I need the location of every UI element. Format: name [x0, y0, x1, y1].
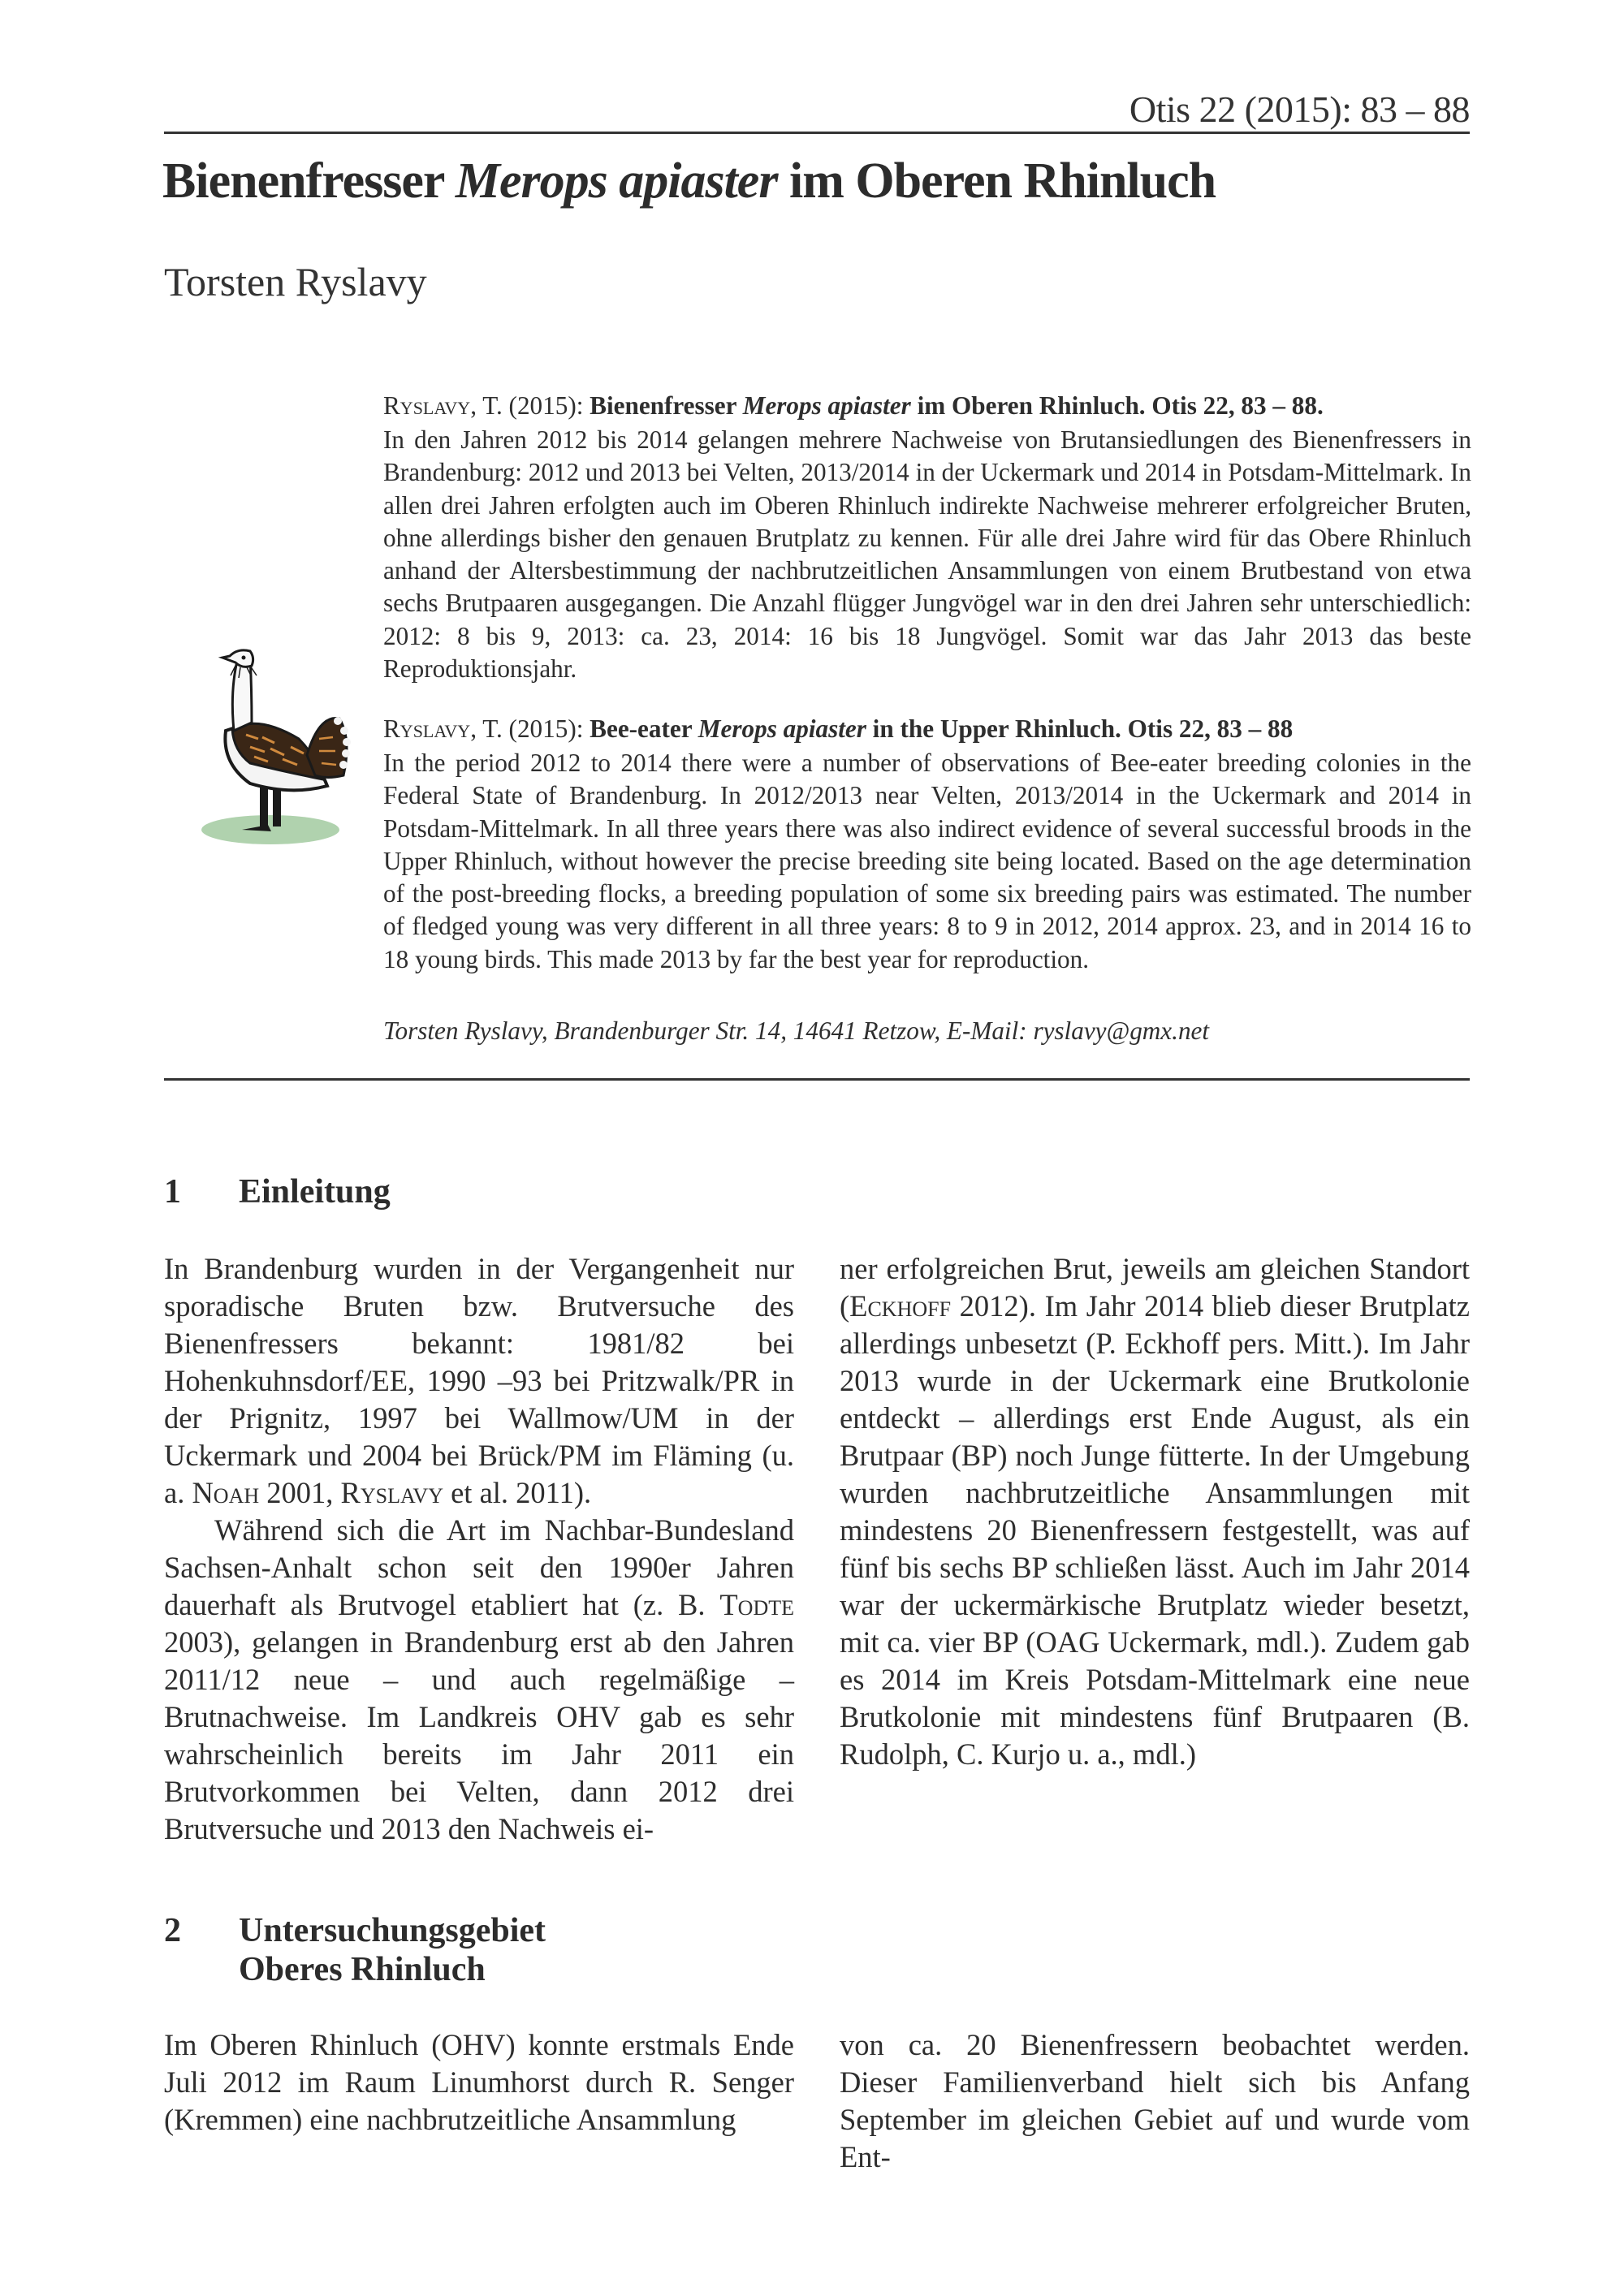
citation-prefix: , T. (2015): [470, 714, 590, 743]
citation-author: Noah [192, 1476, 260, 1509]
text-run: Während sich die Art im Nachbar-Bundesland Sachsen-Anhalt schon seit den 1990er Jahren dauerhaft als Brutvogel etabliert hat (z. B. [164, 1513, 794, 1621]
author-address: Torsten Ryslavy, Brandenburger Str. 14, 14641 Retzow, E-Mail: ryslavy@gmx.net [383, 1016, 1210, 1045]
journal-reference: Otis 22 (2015): 83 – 88 [1129, 88, 1470, 130]
section-2-left-column [164, 2026, 794, 2138]
great-bustard-icon [193, 633, 356, 861]
section-2-right-column [840, 2026, 1470, 2176]
text-run: et al. 2011). [443, 1476, 592, 1509]
header-rule [164, 132, 1470, 134]
text-run: 2001, [259, 1476, 341, 1509]
paragraph: von ca. 20 Bienenfressern beobachtet werden. Dieser Familienverband hielt sich bis Anfang September im gleichen Gebiet auf und wurde vom Ent- [840, 2028, 1470, 2173]
citation-title-1: Bienenfresser [590, 391, 743, 420]
abstract-german [383, 424, 1471, 685]
citation-title-2: in the Upper Rhinluch. Otis 22, 83 – 88 [866, 714, 1294, 743]
section-number: 1 [164, 1173, 181, 1211]
citation-title-1: Bee-eater [590, 714, 698, 743]
abstract-german-text: In den Jahren 2012 bis 2014 gelangen mehrere Nachweise von Brutansiedlungen des Bienenfressers in Brandenburg: 2012 und 2013 bei Velten, 2013/2014 in der Uckermark und 2014 in Potsdam-Mittelmark. In allen drei Jahren erfolgten auch im Oberen Rhinluch indirekte Nachweise mehrerer erfolgreicher Bruten, ohne allerdings bisher den genauen Brutplatz zu kennen. Für alle drei Jahre wird für das Obere Rhinluch anhand der Altersbestimmung der nachbrutzeitlichen Ansammlungen von einem Brutbestand von etwa sechs Brutpaaren ausgegangen. Die Anzahl flügger Jungvögel war in den drei Jahren sehr unterschiedlich: 2012: 8 bis 9, 2013: ca. 23, 2014: 16 bis 18 Jungvögel. Somit war das Jahr 2013 das beste Reproduktionsjahr. [383, 425, 1471, 684]
section-title-line-1: Untersuchungsgebiet [239, 1912, 546, 1949]
section-title-line-2: Oberes Rhinluch [239, 1951, 486, 1988]
citation-species: Merops apiaster [742, 391, 911, 420]
abstract-english [383, 747, 1471, 976]
title-species: Merops apiaster [455, 153, 778, 209]
section-heading-1 [164, 1172, 391, 1211]
section-title: Einleitung [239, 1173, 391, 1211]
title-part-2: im Oberen Rhinluch [777, 153, 1216, 209]
text-run: 2003), gelangen in Brandenburg erst ab den Jahren 2011/12 neue – und auch regelmäßige – Brutnachweise. Im Landkreis OHV gab es sehr wahrscheinlich bereits im Jahr 2011 ein Brutvorkommen bei Velten, dann 2012 drei Brutversuche und 2013 den Nachweis ei- [164, 1625, 794, 1845]
citation-author: Ryslavy [383, 714, 471, 743]
paragraph [840, 1250, 1470, 1773]
article-author: Torsten Ryslavy [164, 259, 427, 304]
text-run: In Brandenburg wurden in der Vergangenheit nur sporadische Bruten bzw. Brutversuche des Bienenfressers bekannt: 1981/82 bei Hohenkuhnsdorf/EE, 1990 –93 bei Pritzwalk/PR in der Prignitz, 1997 bei Wallmow/UM in der Uckermark und 2004 bei Brück/PM im Fläming (u. a. [164, 1252, 794, 1509]
citation-prefix: , T. (2015): [470, 391, 590, 420]
section-1-left-column [164, 1250, 794, 1848]
citation-species: Merops apiaster [698, 714, 866, 743]
abstract-english-text: In the period 2012 to 2014 there were a number of observations of Bee-eater breeding colonies in the Federal State of Brandenburg. In 2012/2013 near Velten, 2013/2014 in the Uckermark and 2014 in Potsdam-Mittelmark. In all three years there was also indirect evidence of several successful broods in the Upper Rhinluch, without however the precise breeding site being located. Based on the age determination of the post-breeding flocks, a breeding population of some six breeding pairs was estimated. The number of fledged young was very different in all three years: 8 to 9 in 2012, 2014 approx. 23, and in 2014 16 to 18 young birds. This made 2013 by far the best year for reproduction. [383, 749, 1471, 973]
citation-author: Ryslavy [340, 1476, 443, 1509]
abstract-rule [164, 1078, 1470, 1081]
citation-author: Eckhoff [849, 1289, 952, 1323]
text-run: ner erfolgreichen Brut, jeweils am gleichen Standort ( [840, 1252, 1470, 1323]
section-number: 2 [164, 1912, 181, 1949]
text-run: 2012). Im Jahr 2014 blieb dieser Brutplatz allerdings unbesetzt (P. Eckhoff pers. Mitt.). Im Jahr 2013 wurde in der Uckermark eine Brutkolonie entdeckt – allerdings erst Ende August, als ein Brutpaar (BP) noch Junge fütterte. In der Umgebung wurden nachbrutzeitliche Ansammlungen mit mindestens 20 Bienenfressern festgestellt, was auf fünf bis sechs BP schließen lässt. Auch im Jahr 2014 war der uckermärkische Brutplatz wieder besetzt, mit ca. vier BP (OAG Uckermark, mdl.). Zudem gab es 2014 im Kreis Potsdam-Mittelmark eine neue Brutkolonie mit mindestens fünf Brutpaaren (B. Rudolph, C. Kurjo u. a., mdl.) [840, 1289, 1470, 1771]
title-part-1: Bienenfresser [162, 153, 456, 209]
citation-title-2: im Oberen Rhinluch. Otis 22, 83 – 88. [910, 391, 1324, 420]
citation-author: Todte [719, 1588, 794, 1621]
paragraph [164, 1250, 794, 1512]
article-title [162, 153, 1216, 210]
paragraph [164, 1512, 794, 1848]
citation-english [383, 713, 1471, 745]
section-heading-2 [164, 1911, 546, 1989]
section-1-right-column [840, 1250, 1470, 1773]
citation-german [383, 390, 1471, 422]
paragraph: Im Oberen Rhinluch (OHV) konnte erstmals Ende Juli 2012 im Raum Linumhorst durch R. Senger (Kremmen) eine nachbrutzeitliche Ansammlung [164, 2028, 794, 2136]
section-title [239, 1911, 546, 1989]
citation-author: Ryslavy [383, 391, 471, 420]
